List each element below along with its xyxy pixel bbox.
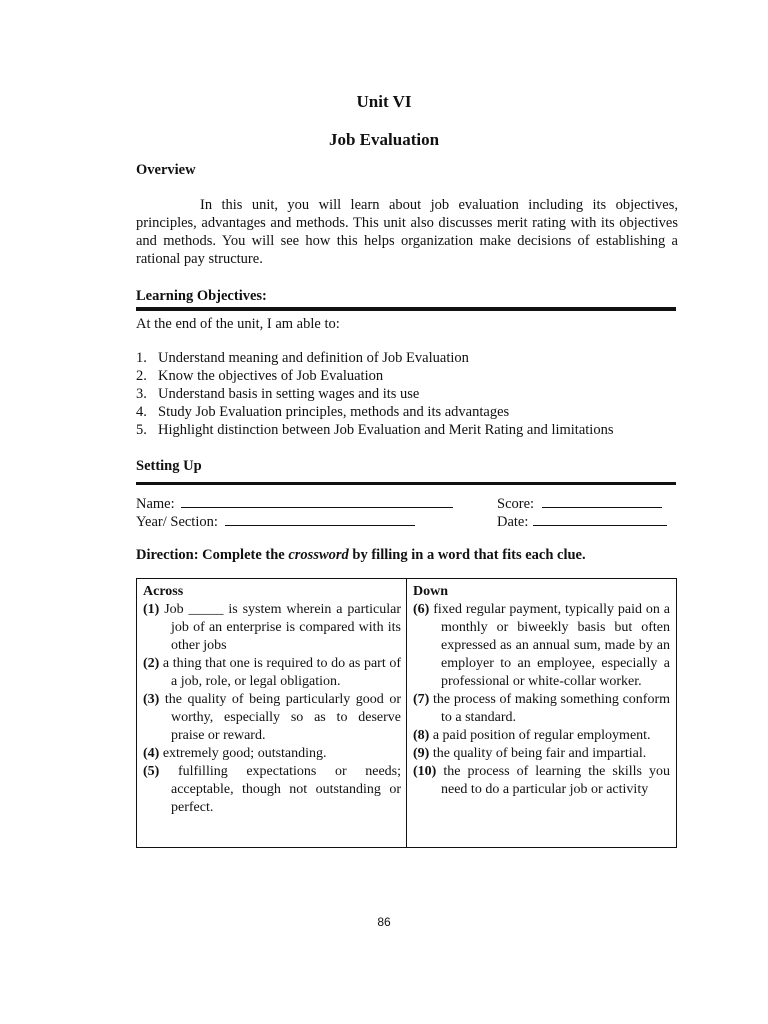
clue-down-8: (8) a paid position of regular employment. (413, 728, 651, 743)
page-title: Job Evaluation (328, 130, 440, 149)
score-field-row (497, 493, 662, 513)
setting-up-heading: Setting Up (136, 458, 202, 474)
score-label: Score: (497, 496, 535, 512)
divider (136, 482, 676, 485)
clue-across-1: (1) Job _____ is system wherein a particular job of an enterprise is compared with its other jobs (143, 602, 402, 653)
clue-across-5: (5) fulfilling expectations or needs; acceptable, though not outstanding or perfect. (143, 764, 401, 815)
date-label: Date: (497, 514, 529, 530)
clue-across-3: (3) the quality of being particularly good or worthy, especially so as to deserve praise or reward. (143, 692, 401, 743)
list-item: 5. Highlight distinction between Job Evaluation and Merit Rating and limitations (136, 422, 614, 438)
year-section-field[interactable] (225, 511, 415, 526)
divider (136, 307, 676, 311)
clue-down-6: (6) fixed regular payment, typically paid on a monthly or biweekly basis but often expressed as an annual sum, made by an employer to an employee, especially a professional or white-collar worker. (413, 602, 671, 689)
list-item: 1. Understand meaning and definition of Job Evaluation (136, 350, 469, 366)
score-field[interactable] (542, 493, 662, 508)
date-field-row (497, 511, 667, 531)
list-item: 2. Know the objectives of Job Evaluation (136, 368, 384, 384)
down-column (407, 579, 676, 847)
unit-title: Unit VI (356, 92, 412, 111)
learning-objectives-heading: Learning Objectives: (136, 288, 267, 304)
crossword-clues-table (136, 578, 677, 848)
name-label: Name: (136, 496, 175, 512)
clue-down-10: (10) the process of learning the skills you need to do a particular job or activity (413, 764, 671, 797)
direction-text: Direction: Complete the crossword by filling in a word that fits each clue. (136, 547, 586, 563)
overview-heading: Overview (136, 162, 196, 178)
overview-paragraph: In this unit, you will learn about job evaluation including its objectives, principles, advantages and methods. This unit also discusses merit rating with its objectives and methods. You will see how this helps organization make decisions of establishing a rational pay structure. (136, 197, 678, 267)
year-section-label: Year/ Section: (136, 514, 218, 530)
learning-objectives-intro: At the end of the unit, I am able to: (136, 316, 340, 332)
across-heading: Across (143, 584, 184, 599)
year-section-field-row (136, 511, 415, 531)
list-item: 4. Study Job Evaluation principles, methods and its advantages (136, 404, 510, 420)
name-field-row (136, 493, 453, 513)
objectives-list (136, 349, 613, 439)
list-item: 3. Understand basis in setting wages and its use (136, 386, 420, 402)
down-heading: Down (413, 584, 449, 599)
page-number: 86 (377, 915, 391, 929)
date-field[interactable] (533, 511, 667, 526)
across-column (137, 579, 407, 847)
clue-down-9: (9) the quality of being fair and impartial. (413, 746, 647, 761)
clue-across-2: (2) a thing that one is required to do as part of a job, role, or legal obligation. (143, 656, 401, 689)
clue-down-7: (7) the process of making something conform to a standard. (413, 692, 670, 725)
name-field[interactable] (181, 493, 453, 508)
clue-across-4: (4) extremely good; outstanding. (143, 746, 327, 761)
